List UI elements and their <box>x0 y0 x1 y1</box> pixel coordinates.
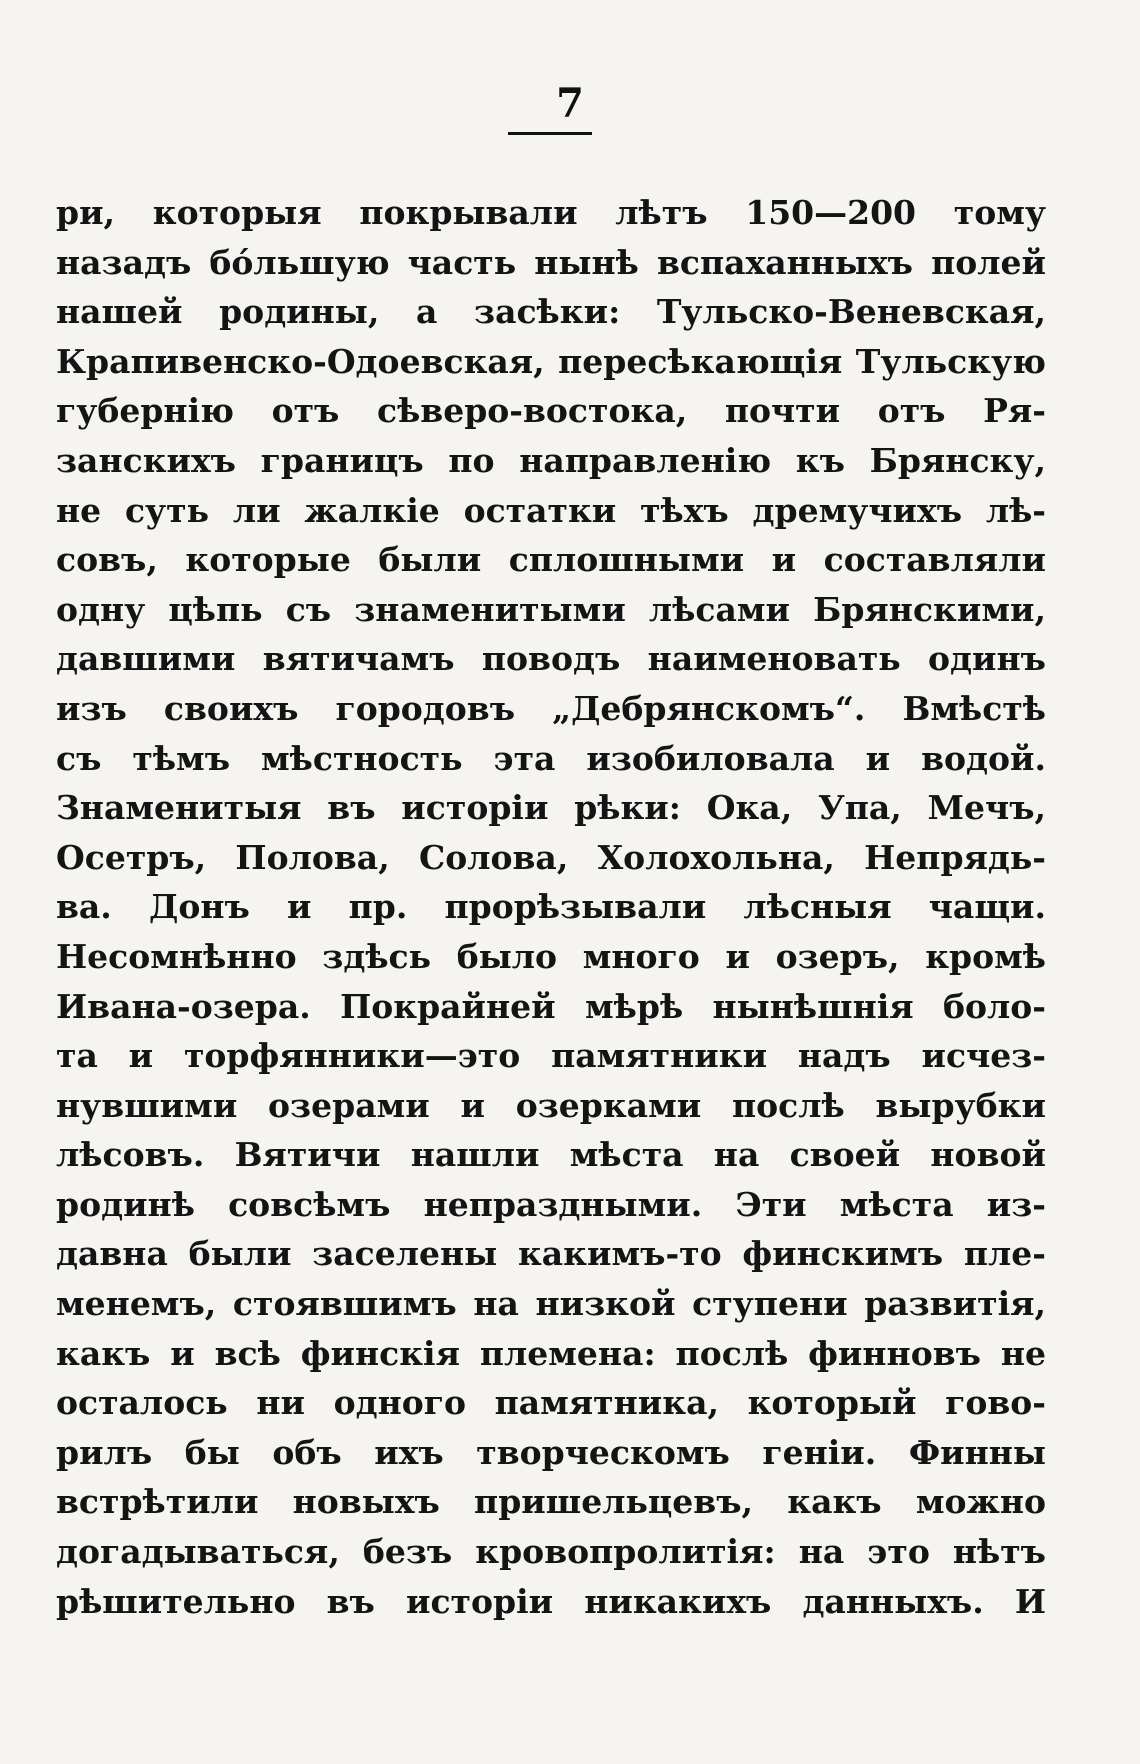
text-line: Ивана-озера. Покрайней мѣрѣ нынѣшнія боло- <box>56 986 1046 1026</box>
text-line: губернію отъ сѣверо-востока, почти отъ Ря- <box>56 391 1046 431</box>
text-line: изъ своихъ городовъ „Дебрянскомъ“. Вмѣстѣ <box>56 688 1046 728</box>
text-line: рѣшительно въ исторіи никакихъ данныхъ. И <box>56 1581 1046 1621</box>
text-line: рилъ бы объ ихъ творческомъ геніи. Финны <box>56 1432 1046 1472</box>
text-line: не суть ли жалкіе остатки тѣхъ дремучихъ лѣ- <box>56 490 1046 530</box>
text-line: Крапивенско-Одоевская, пересѣкающія Тульскую <box>56 341 1046 381</box>
text-line: осталось ни одного памятника, который гово- <box>56 1383 1046 1423</box>
text-line: давна были заселены какимъ-то финскимъ пле- <box>56 1234 1046 1274</box>
text-line: Несомнѣнно здѣсь было много и озеръ, кромѣ <box>56 936 1046 976</box>
text-line: ри, которыя покрывали лѣтъ 150—200 тому <box>56 193 1046 232</box>
page-number: 7 <box>556 80 584 127</box>
text-line: занскихъ границъ по направленію къ Брянску, <box>56 440 1046 480</box>
text-line: одну цѣпь съ знаменитыми лѣсами Брянскими, <box>56 589 1046 629</box>
text-line: Знаменитыя въ исторіи рѣки: Ока, Упа, Мечъ, <box>56 788 1046 828</box>
text-line: ва. Донъ и пр. прорѣзывали лѣсныя чащи. <box>56 887 1046 927</box>
text-line: родинѣ совсѣмъ непраздными. Эти мѣста из- <box>56 1184 1046 1224</box>
text-line: лѣсовъ. Вятичи нашли мѣста на своей новой <box>56 1135 1046 1175</box>
text-line: встрѣтили новыхъ пришельцевъ, какъ можно <box>56 1482 1046 1522</box>
text-line: назадъ бо́льшую часть нынѣ вспаханныхъ полей <box>56 242 1046 282</box>
body-text <box>56 188 1046 1626</box>
text-line: нувшими озерами и озерками послѣ вырубки <box>56 1085 1046 1125</box>
text-line: съ тѣмъ мѣстность эта изобиловала и водой. <box>56 738 1046 778</box>
text-line: та и торфянники—это памятники надъ исчез- <box>56 1036 1046 1076</box>
text-line: догадываться, безъ кровопролитія: на это нѣтъ <box>56 1532 1046 1572</box>
text-line: давшими вятичамъ поводъ наименовать одинъ <box>56 639 1046 679</box>
text-line: какъ и всѣ финскія племена: послѣ финновъ не <box>56 1333 1046 1373</box>
text-line: Осетръ, Полова, Солова, Холохольна, Непрядь- <box>56 837 1046 877</box>
text-line: нашей родины, а засѣки: Тульско-Веневская, <box>56 292 1046 332</box>
page-number-underline <box>508 132 592 135</box>
text-line: менемъ, стоявшимъ на низкой ступени развитія, <box>56 1284 1046 1324</box>
text-line: совъ, которые были сплошными и составляли <box>56 540 1046 580</box>
